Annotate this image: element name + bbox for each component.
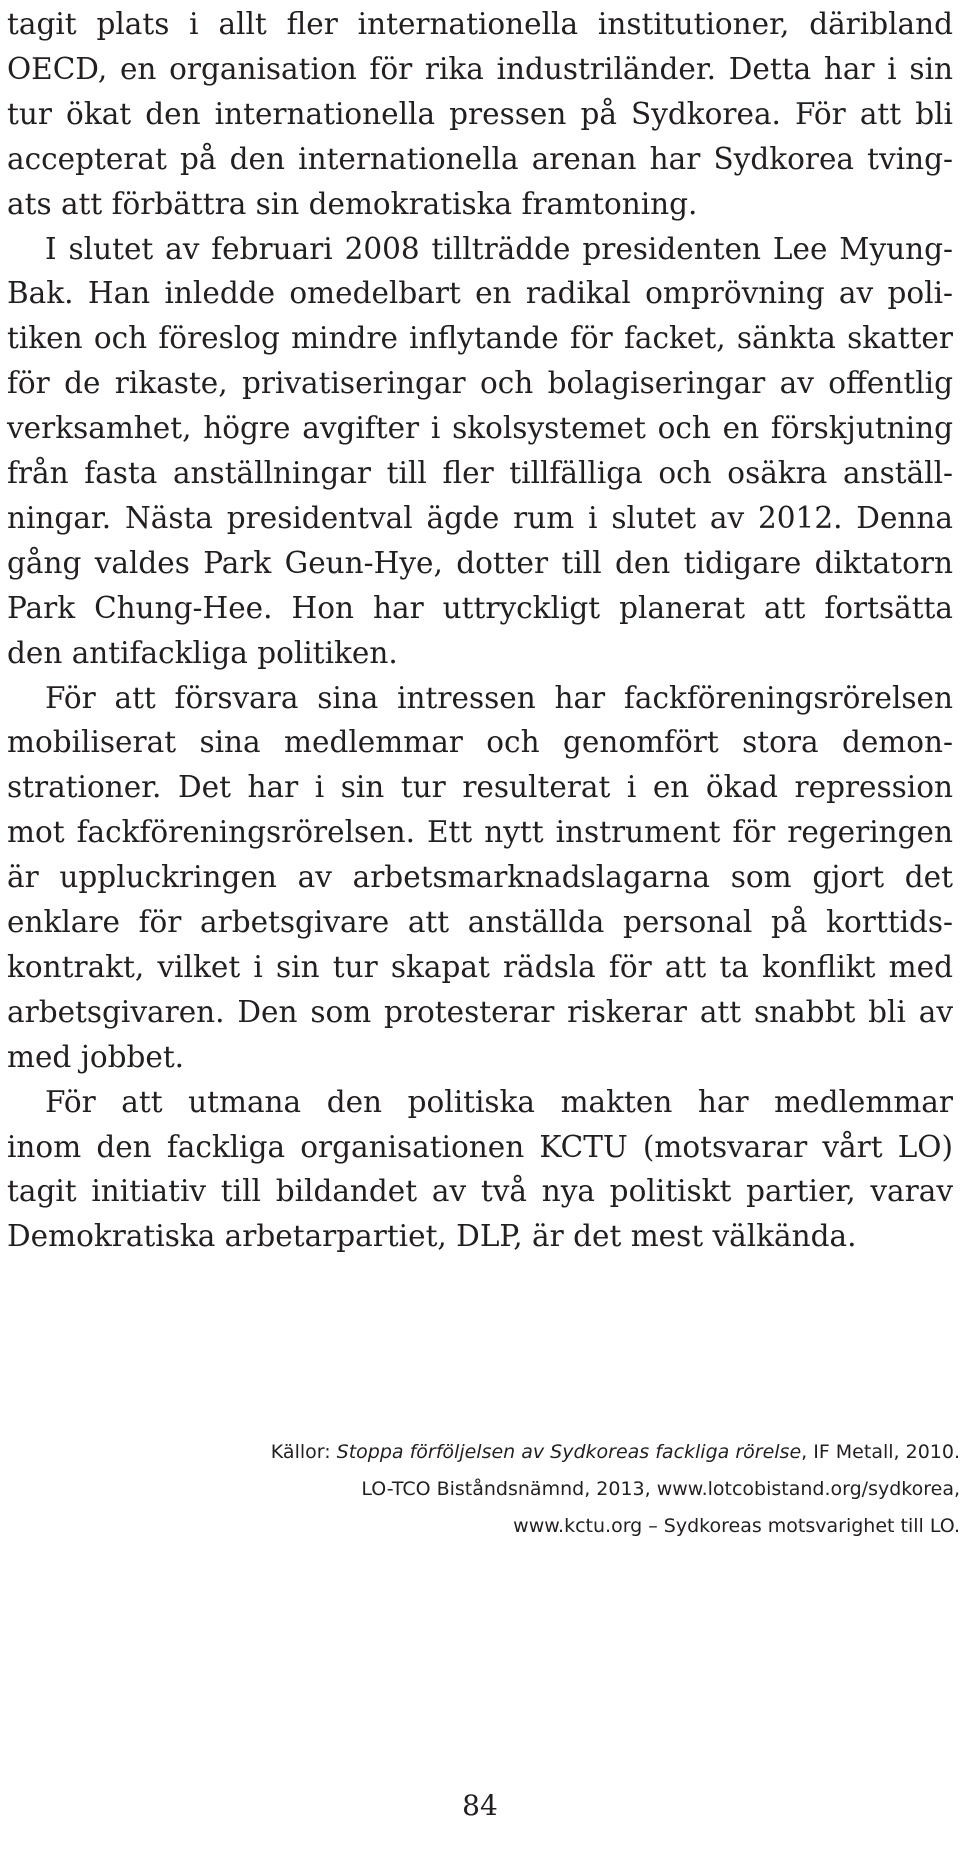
source-line: www.kctu.org – Sydkoreas motsvarighet till LO. — [513, 1515, 960, 1537]
text-line: För att försvara sina intressen har fackföreningsrörelsen — [45, 681, 953, 715]
source-suffix: , IF Metall, 2010. — [801, 1441, 960, 1463]
text-line: enklare för arbetsgivare att anställda personal på korttids- — [7, 905, 953, 939]
text-line: ningar. Nästa presidentval ägde rum i slutet av 2012. Denna — [7, 501, 953, 535]
text-line: tur ökat den internationella pressen på Sydkorea. För att bli — [7, 97, 953, 131]
source-line: LO-TCO Biståndsnämnd, 2013, www.lotcobistand.org/sydkorea, — [361, 1478, 960, 1500]
text-line: för de rikaste, privatiseringar och bolagiseringar av offentlig — [7, 366, 953, 400]
text-line: strationer. Det har i sin tur resulterat i en ökad repression — [7, 770, 953, 804]
text-line: OECD, en organisation för rika industriländer. Detta har i sin — [7, 52, 953, 86]
source-line — [200, 1434, 960, 1471]
text-line: accepterat på den internationella arenan har Sydkorea tving- — [7, 142, 953, 176]
text-line: arbetsgivaren. Den som protesterar riskerar att snabbt bli av — [7, 995, 953, 1029]
document-page-continued — [7, 0, 953, 1857]
text-line: Park Chung-Hee. Hon har uttryckligt planerat att fortsätta — [7, 591, 953, 625]
text-line: tagit initiativ till bildandet av två nya politiskt partier, varav — [7, 1174, 953, 1208]
source-title: Stoppa förföljelsen av Sydkoreas fackliga rörelse — [336, 1441, 802, 1463]
source-prefix: Källor: — [270, 1441, 337, 1463]
text-line: tagit plats i allt fler internationella institutioner, däribland — [7, 7, 953, 41]
text-line: från fasta anställningar till fler tillfälliga och osäkra anställ- — [7, 456, 953, 490]
text-line: För att utmana den politiska makten har medlemmar — [45, 1085, 953, 1119]
text-line: Bak. Han inledde omedelbart en radikal omprövning av poli- — [7, 276, 953, 310]
text-line: gång valdes Park Geun-Hye, dotter till den tidigare diktatorn — [7, 546, 953, 580]
text-line: den antifackliga politiken. — [7, 636, 398, 670]
text-line: kontrakt, vilket i sin tur skapat rädsla för att ta konflikt med — [7, 950, 953, 984]
text-line: mot fackföreningsrörelsen. Ett nytt instrument för regeringen — [7, 815, 953, 849]
text-line: tiken och föreslog mindre inflytande för facket, sänkta skatter — [7, 321, 953, 355]
text-line: med jobbet. — [7, 1040, 185, 1074]
text-line: ats att förbättra sin demokratiska framtoning. — [7, 187, 698, 221]
sources-block — [200, 1434, 960, 1545]
text-line: verksamhet, högre avgifter i skolsystemet och en förskjutning — [7, 411, 953, 445]
page-number: 84 — [462, 1789, 498, 1822]
text-line: mobiliserat sina medlemmar och genomfört stora demon- — [7, 725, 953, 759]
text-line: inom den fackliga organisationen KCTU (motsvarar vårt LO) — [7, 1130, 953, 1164]
text-line: I slutet av februari 2008 tillträdde presidenten Lee Myung- — [45, 232, 953, 266]
text-line: är uppluckringen av arbetsmarknadslagarna som gjort det — [7, 860, 953, 894]
text-line: Demokratiska arbetarpartiet, DLP, är det mest välkända. — [7, 1219, 857, 1253]
